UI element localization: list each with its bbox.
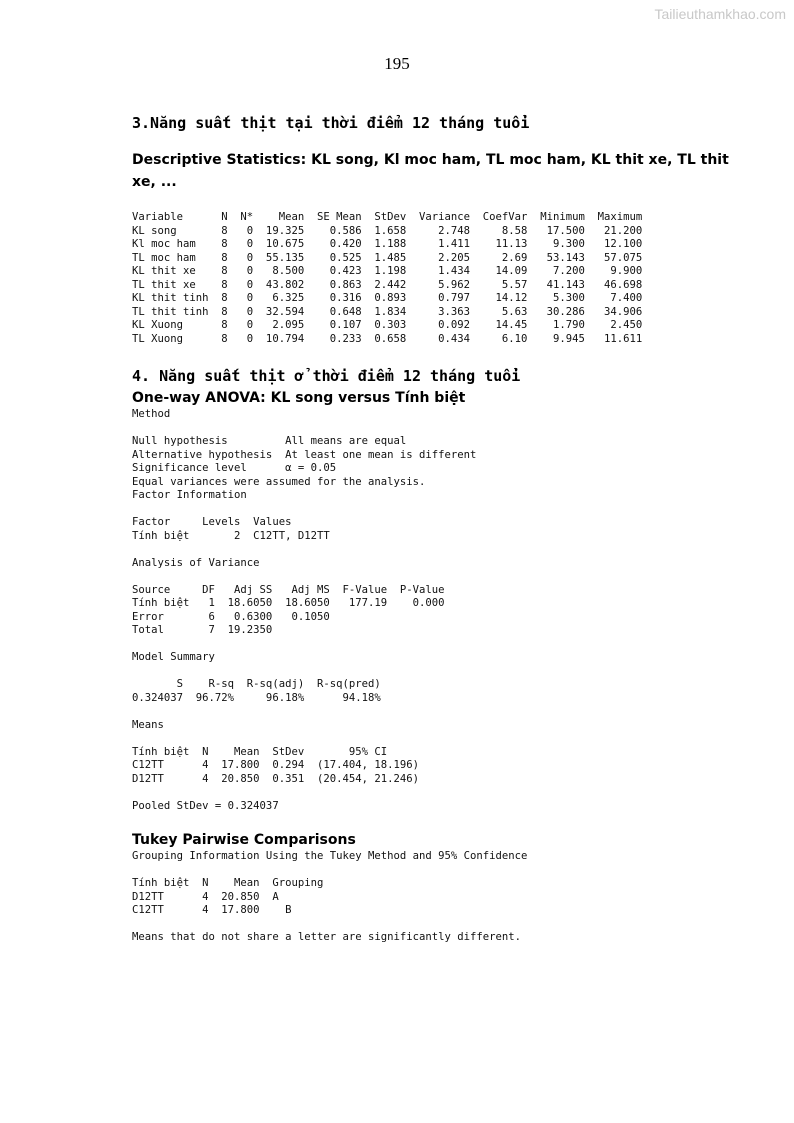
- output-line: KL song 8 0 19.325 0.586 1.658 2.748 8.58 17.500 21.200: [132, 224, 643, 237]
- output-line: Variable N N* Mean SE Mean StDev Variance CoefVar Minimum Maximum: [132, 211, 643, 223]
- output-line: [132, 503, 476, 517]
- output-line: TL thit xe 8 0 43.802 0.863 2.442 5.962 5.57 41.143 46.698: [132, 278, 643, 291]
- page-number: 195: [384, 54, 410, 73]
- output-line: Grouping Information Using the Tukey Method and 95% Confidence: [132, 850, 528, 862]
- output-line: Pooled StDev = 0.324037: [132, 799, 279, 812]
- output-line: Significance level α = 0.05: [132, 462, 337, 474]
- output-line: Tính biệt 1 18.6050 18.6050 177.19 0.000: [132, 597, 445, 609]
- output-line: Total 7 19.2350: [132, 624, 273, 636]
- section-3-heading: 3.Năng suất thịt tại thời điểm 12 tháng tuổi: [132, 114, 530, 132]
- output-line: Means: [132, 718, 164, 731]
- output-line: Factor Levels Values: [132, 516, 292, 528]
- output-line: Equal variances were assumed for the analysis.: [132, 475, 426, 488]
- output-line: S R-sq R-sq(adj) R-sq(pred): [132, 678, 381, 690]
- output-line: Model Summary: [132, 651, 215, 663]
- output-line: [132, 570, 476, 584]
- output-line: C12TT 4 17.800 0.294 (17.404, 18.196): [132, 759, 420, 771]
- tukey-output: [132, 850, 527, 945]
- output-line: [132, 705, 476, 719]
- output-line: Tính biệt 2 C12TT, D12TT: [132, 529, 330, 542]
- output-line: Source DF Adj SS Adj MS F-Value P-Value: [132, 583, 445, 596]
- output-line: [132, 786, 476, 800]
- descriptive-statistics-output: [132, 211, 642, 346]
- tukey-heading: Tukey Pairwise Comparisons: [132, 832, 356, 848]
- watermark: Tailieuthamkhao.com: [654, 6, 786, 22]
- output-line: [132, 732, 476, 746]
- output-line: Method: [132, 408, 171, 420]
- output-line: Tính biệt N Mean StDev 95% CI: [132, 745, 388, 758]
- output-line: [132, 422, 476, 436]
- output-line: 0.324037 96.72% 96.18% 94.18%: [132, 691, 381, 704]
- output-line: C12TT 4 17.800 B: [132, 904, 292, 916]
- output-line: KL Xuong 8 0 2.095 0.107 0.303 0.092 14.45 1.790 2.450: [132, 319, 643, 331]
- output-line: Means that do not share a letter are significantly different.: [132, 931, 522, 943]
- descriptive-statistics-heading: Descriptive Statistics: KL song, Kl moc ham, TL moc ham, KL thit xe, TL thit xe, ...: [132, 152, 729, 190]
- output-line: [132, 543, 476, 557]
- output-line: Null hypothesis All means are equal: [132, 435, 407, 447]
- output-line: D12TT 4 20.850 A: [132, 890, 279, 903]
- output-line: Analysis of Variance: [132, 556, 260, 569]
- output-line: Alternative hypothesis At least one mean is different: [132, 448, 477, 461]
- output-line: KL thit xe 8 0 8.500 0.423 1.198 1.434 14.09 7.200 9.900: [132, 265, 643, 277]
- output-line: D12TT 4 20.850 0.351 (20.454, 21.246): [132, 772, 420, 785]
- output-line: Kl moc ham 8 0 10.675 0.420 1.188 1.411 11.13 9.300 12.100: [132, 238, 643, 250]
- anova-output: [132, 408, 476, 813]
- anova-heading: One-way ANOVA: KL song versus Tính biệt: [132, 390, 466, 406]
- output-line: [132, 918, 527, 932]
- section-4-heading: 4. Năng suất thịt ở thời điểm 12 tháng tuổi: [132, 367, 521, 385]
- output-line: [132, 638, 476, 652]
- output-line: Error 6 0.6300 0.1050: [132, 610, 330, 623]
- output-line: TL Xuong 8 0 10.794 0.233 0.658 0.434 6.10 9.945 11.611: [132, 332, 643, 345]
- output-line: [132, 864, 527, 878]
- output-line: Tính biệt N Mean Grouping: [132, 877, 324, 889]
- output-line: KL thit tinh 8 0 6.325 0.316 0.893 0.797 14.12 5.300 7.400: [132, 292, 643, 304]
- output-line: [132, 665, 476, 679]
- output-line: TL moc ham 8 0 55.135 0.525 1.485 2.205 2.69 53.143 57.075: [132, 251, 643, 264]
- output-line: TL thit tinh 8 0 32.594 0.648 1.834 3.363 5.63 30.286 34.906: [132, 305, 643, 318]
- output-line: Factor Information: [132, 489, 247, 501]
